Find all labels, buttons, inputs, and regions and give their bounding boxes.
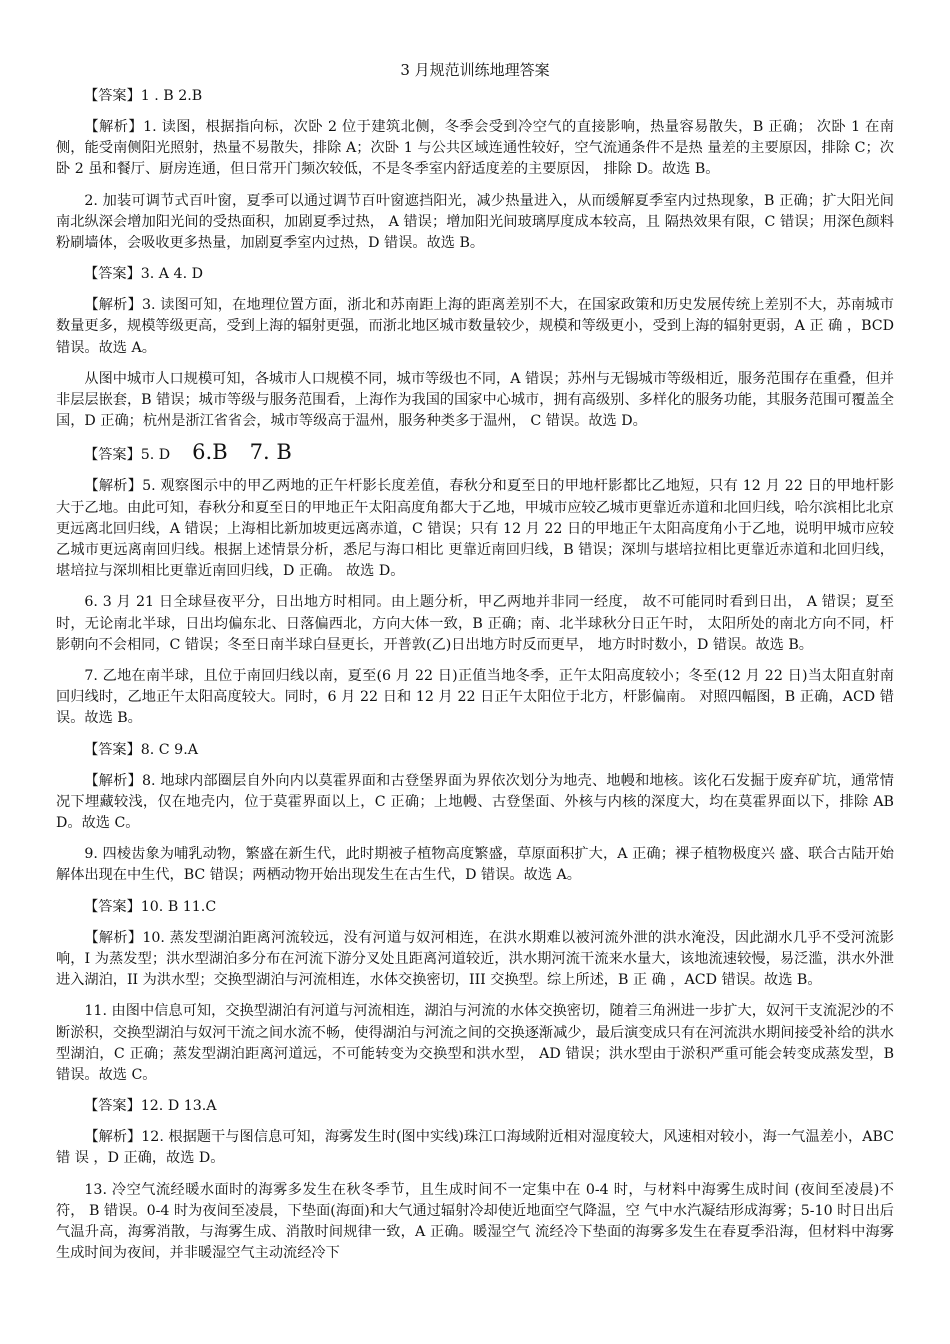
analysis-q9: 9. 四棱齿象为哺乳动物，繁盛在新生代，此时期被子植物高度繁盛，草原面积扩大，A 正确；裸子植物极度兴 盛、联合古陆开始解体出现在中生代，BC 错误；两栖动物开始出现发生在古生代，D 错误。故选 A。	[56, 846, 894, 884]
analysis-q3: 【解析】3. 读图可知，在地理位置方面，浙北和苏南距上海的距离差别不大，在国家政策和历史发展传统上差别不大，苏南城市数量更多，规模等级更高，受到上海的辐射更强，而浙北地区城市数量较少，规模和等级更小，受到上海的辐射更弱，A 正 确 ，BCD 错误。故选 A。	[56, 297, 894, 356]
answer-line-1-2: 【答案】1 . B 2.B	[84, 88, 203, 104]
analysis-q8: 【解析】8. 地球内部圈层自外向内以莫霍界面和古登堡界面为界依次划分为地壳、地幔和地核。该化石发掘于废弃矿坑，通常情况下埋藏较浅，仅在地壳内，位于莫霍界面以上，C 正确；上地幔、古登堡面、外核与内核的深度大，均在莫霍界面以下，排除 ABD。故选 C。	[56, 772, 894, 832]
analysis-q1: 【解析】1. 读图，根据指向标，次卧 2 位于建筑北侧，冬季会受到冷空气的直接影响，热量容易散失，B 正确； 次卧 1 在南侧，能受南侧阳光照射，热量不易散失，排除 A；次卧 1 与公共区域连通性较好，空气流通条件不是热 量差的主要原因，排除 C；次卧 2 虽和餐厅、厨房连通，但日常开门频次较低，不是冬季室内舒适度差的主要原因， 排除 D。故选 B。	[56, 119, 894, 178]
analysis-q5: 【解析】5. 观察图示中的甲乙两地的正午杆影长度差值，春秋分和夏至日的甲地杆影都比乙地短，只有 12 月 22 日的甲地杆影大于乙地。由此可知，春秋分和夏至日的甲地正午太阳高度角都大于乙地，甲城市应较乙城市更靠近赤道和北回归线，哈尔滨相比北京更远离北回归线，A 错误；上海相比新加坡更远离赤道，C 错误；只有 12 月 22 日的甲地正午太阳高度角小于乙地，说明甲城市应较乙城市更远离南回归线。根据上述情景分析，悉尼与海口相比 更靠近南回归线，B 错误；深圳与堪培拉相比更靠近赤道和北回归线，堪培拉与深圳相比更靠近南回归线，D 正确。 故选 D。	[56, 478, 894, 580]
analysis-q12: 【解析】12. 根据题干与图信息可知，海雾发生时(图中实线)珠江口海域附近相对湿度较大，风速相对较小，海一气温差小，ABC 错 误 ，D 正确，故选 D。	[56, 1129, 894, 1167]
analysis-q4: 从图中城市人口规模可知，各城市人口规模不同，城市等级也不同，A 错误；苏州与无锡城市等级相近，服务范围存在重叠，但并非层层嵌套，B 错误；城市等级与服务范围看，上海作为我国的国家中心城市，拥有高级别、多样化的服务功能，其服务范围可覆盖全国，D 正确；杭州是浙江省省会，城市等级高于温州，服务种类多于温州， C 错误。故选 D。	[56, 370, 894, 430]
answer-7: 7. B	[249, 440, 292, 465]
answer-5: 【答案】5. D	[84, 447, 171, 464]
analysis-q6: 6. 3 月 21 日全球昼夜平分，日出地方时相同。由上题分析，甲乙两地并非同一经度， 故不可能同时看到日出， A 错误；夏至时，无论南北半球，日出均偏东北、日落偏西北，方向大体一致，B 正确；南、北半球秋分日正午时， 太阳所处的南北方向不同，杆影朝向不会相同，C 错误；冬至日南半球白昼更长，开普敦(乙)日出地方时反而更早， 地方时时数小，D 错误。故选 B。	[56, 594, 894, 653]
answer-line-8-9: 【答案】8. C 9.A	[84, 741, 198, 758]
analysis-q13: 13. 冷空气流经暖水面时的海雾多发生在秋冬季节，且生成时间不一定集中在 0-4 时，与材料中海雾生成时间 (夜间至凌晨)不符， B 错误。0-4 时为夜间至凌晨，下垫面(海面)和大气通过辐射冷却使近地面空气降温，空 气中水汽凝结形成海雾；5-10 时日出后气温升高，海雾消散，与海雾生成、消散时间规律一致，A 正确。暖湿空气 流经冷下垫面的海雾多发生在春夏季沿海，但材料中海雾生成时间为夜间，并非暖湿空气主动流经冷下	[56, 1181, 894, 1262]
analysis-q11: 11. 由图中信息可知，交换型湖泊有河道与河流相连，湖泊与河流的水体交换密切，随着三角洲进一步扩大，奴河干支流泥沙的不断淤积，交换型湖泊与奴河干流之间水流不畅，使得湖泊与河流之间的交换逐渐减少，最后演变成只有在河流洪水期间接受补给的洪水型湖泊，C 正确；蒸发型湖泊距离河道远，不可能转变为交换型和洪水型， AD 错误；洪水型由于淤积严重可能会转变成蒸发型，B 错误。故选 C。	[56, 1003, 894, 1083]
answer-6: 6.B	[192, 440, 228, 465]
analysis-q7: 7. 乙地在南半球，且位于南回归线以南，夏至(6 月 22 日)正值当地冬季，正午太阳高度较小；冬至(12 月 22 日)当太阳直射南回归线时，乙地正午太阳高度较大。同时，6 月 22 日和 12 月 22 日正午太阳位于北方，杆影偏南。 对照四幅图，B 正确，ACD 错误。故选 B。	[56, 668, 894, 727]
analysis-q10: 【解析】10. 蒸发型湖泊距离河流较远，没有河道与奴河相连，在洪水期难以被河流外泄的洪水淹没，因此湖水几乎不受河流影响，I 为蒸发型；洪水型湖泊多分布在河流下游分叉处且距离河道较近，洪水期河流干流来水量大，该地流速较慢，易泛滥，洪水外泄进入湖泊，II 为洪水型；交换型湖泊与河流相连，水体交换密切，III 交换型。综上所述，B 正 确 ，ACD 错误。故选 B。	[56, 929, 894, 989]
answer-line-5-7	[56, 442, 894, 466]
page-title: 3 月规范训练地理答案	[400, 61, 550, 79]
analysis-q2: 2. 加装可调节式百叶窗，夏季可以通过调节百叶窗遮挡阳光，减少热量进入，从而缓解夏季室内过热现象，B 正确；扩大阳光间南北纵深会增加阳光间的受热面积，加剧夏季过热， A 错误；增加阳光间玻璃厚度成本较高，且 隔热效果有限，C 错误；用深色颜料粉刷墙体，会吸收更多热量，加剧夏季室内过热，D 错误。故选 B。	[56, 192, 894, 252]
answer-line-3-4: 【答案】3. A 4. D	[84, 266, 203, 283]
answer-line-10-11: 【答案】10. B 11.C	[84, 898, 217, 915]
answer-line-12-13: 【答案】12. D 13.A	[84, 1098, 217, 1115]
